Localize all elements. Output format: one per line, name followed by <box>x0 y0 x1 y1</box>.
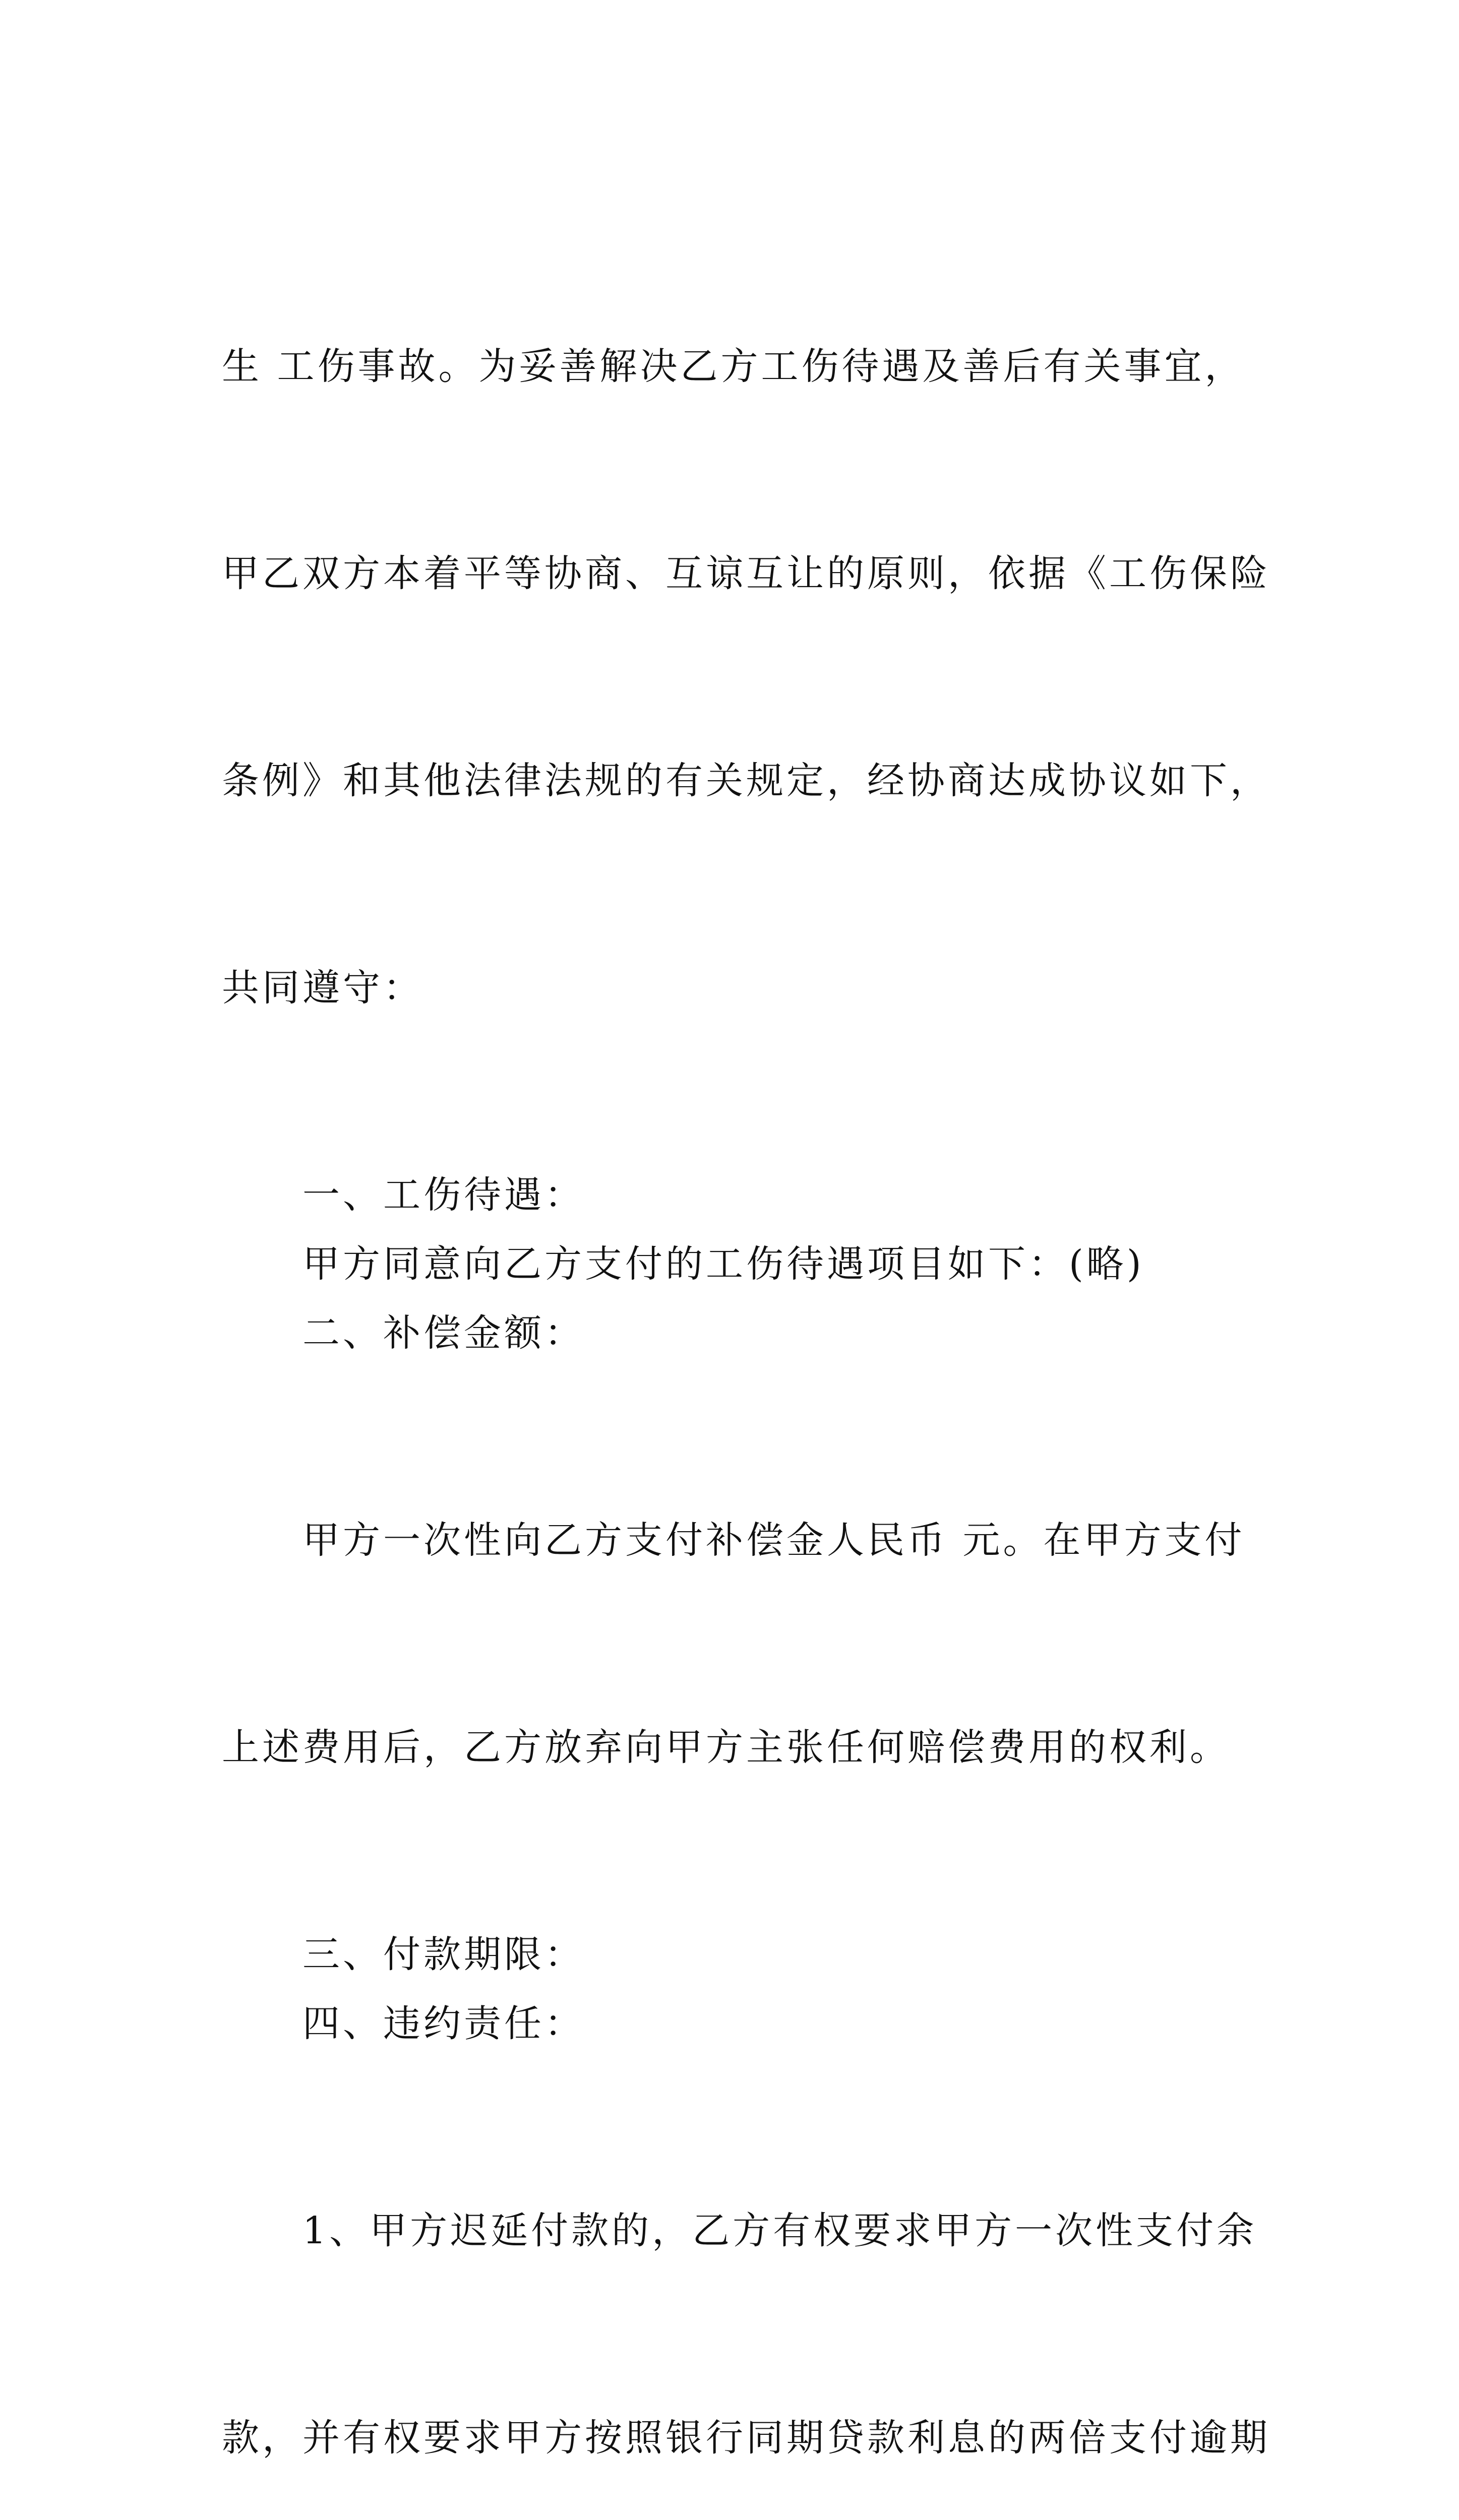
intro-line: 条例》和其他法律法规的有关规定，经协商达成协议如下， <box>222 759 1270 802</box>
section-3-heading: 三、付款期限： <box>302 1933 585 1976</box>
intro-line: 甲乙双方本着平等协商、互谅互让的原则，依据《工伤保险 <box>222 552 1270 595</box>
section-4-heading: 四、违约责任： <box>302 2002 585 2045</box>
document-body <box>222 194 1270 2520</box>
section-2-line: 上述费用后，乙方放弃向甲方主张任何赔偿费用的权利。 <box>222 1726 1230 1769</box>
section-1-heading: 一、工伤待遇： <box>302 1173 585 1217</box>
section-2-line: 甲方一次性向乙方支付补偿金人民币 元。在甲方支付 <box>302 1519 1245 1562</box>
clause-1-paragraph <box>222 2058 1270 2520</box>
intro-line: 共同遵守： <box>222 966 423 1010</box>
section-2-paragraph <box>222 1368 1255 1920</box>
intro-paragraph <box>222 194 1270 1161</box>
section-1-text: 甲方同意向乙方支付的工伤待遇项目如下：(略) <box>302 1242 1144 1286</box>
clause-1-line: 1、甲方迟延付款的，乙方有权要求甲方一次性支付余 <box>302 2209 1257 2252</box>
section-2-heading: 二、补偿金额： <box>302 1311 585 1355</box>
clause-1-line: 款，并有权要求甲方按照银行同期贷款利息的两倍支付逾期 <box>222 2416 1270 2460</box>
intro-line: 生 工伤事故。为妥善解决乙方工伤待遇及善后有关事宜， <box>222 345 1245 388</box>
